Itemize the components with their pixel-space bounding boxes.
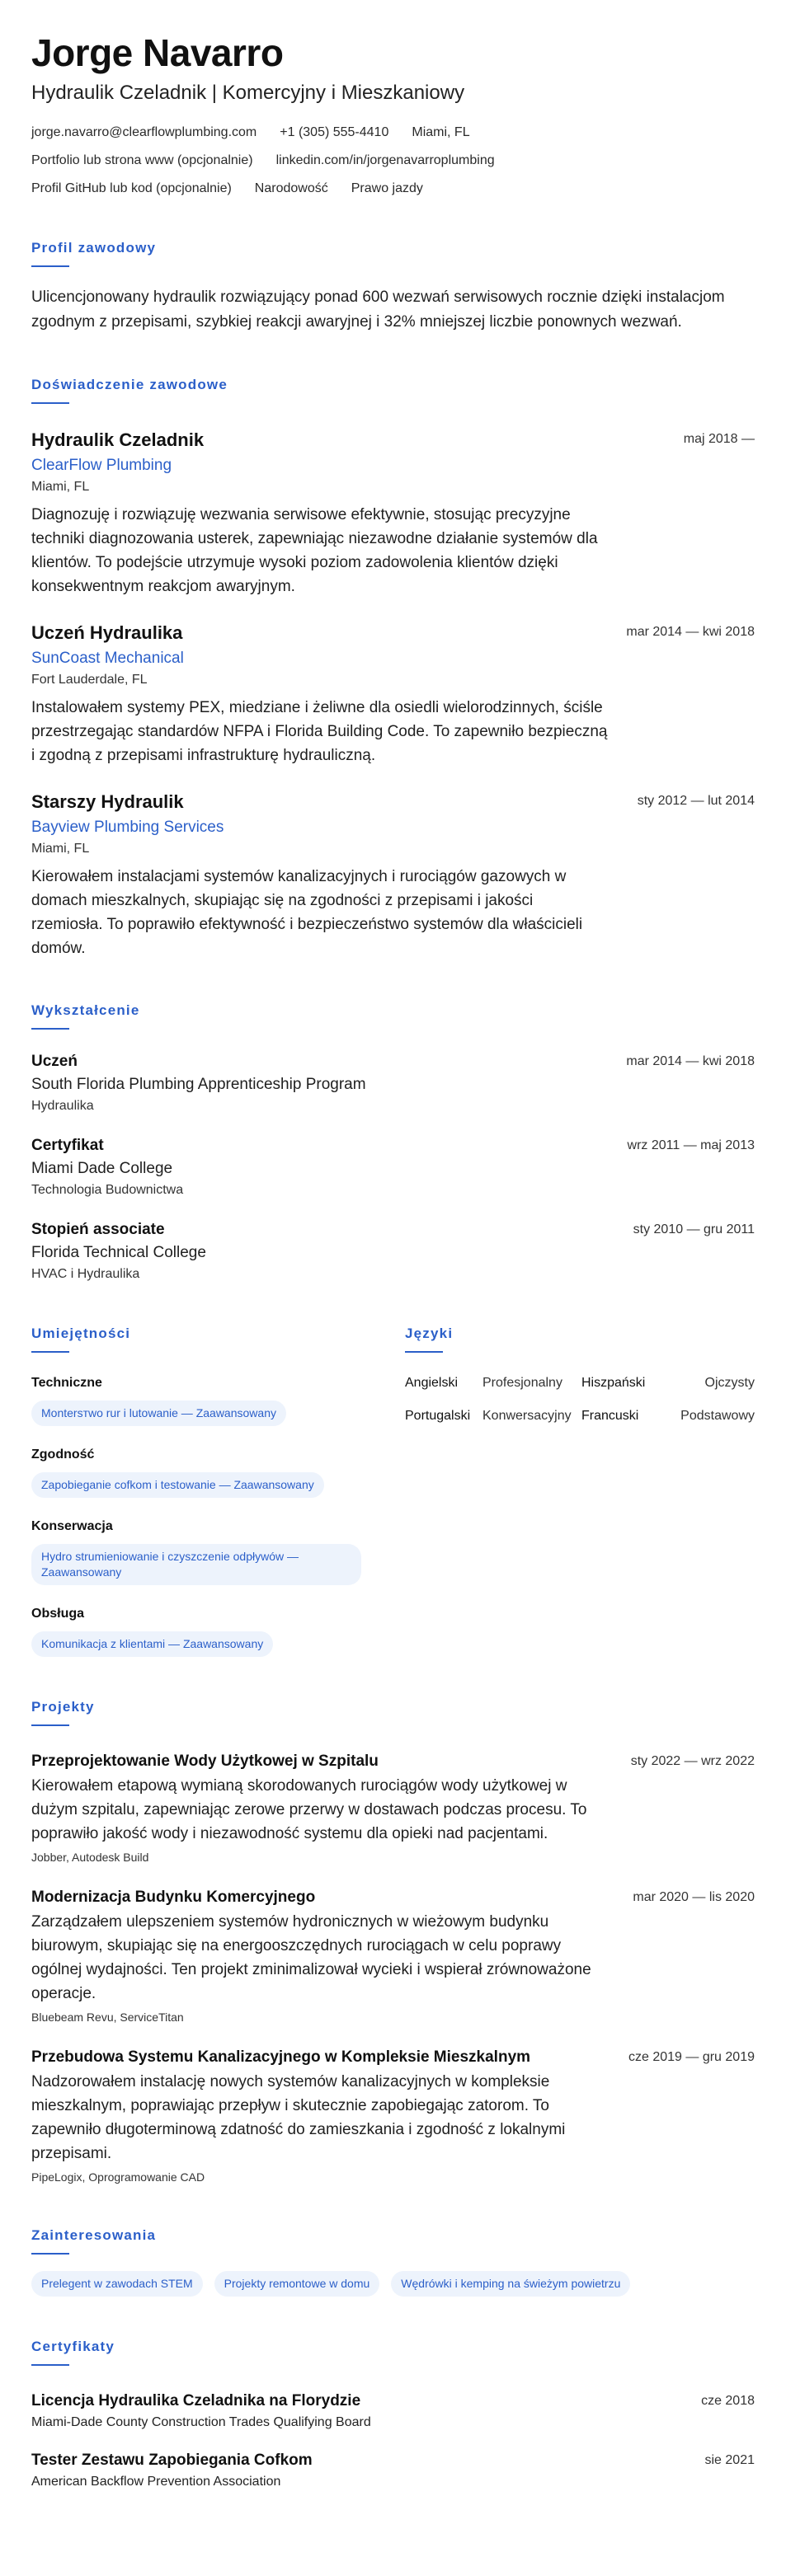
education-date: wrz 2011 — maj 2013	[627, 1138, 755, 1152]
contact-location: Miami, FL	[412, 125, 470, 139]
project-tech: Bluebeam Revu, ServiceTitan	[31, 2011, 184, 2024]
contact-row-extra	[31, 180, 755, 198]
languages-section	[405, 1325, 755, 1657]
job-date: mar 2014 — kwi 2018	[626, 625, 755, 639]
education-school: South Florida Plumbing Apprenticeship Program	[31, 1076, 366, 1093]
education-section	[31, 1002, 755, 1283]
project-date: cze 2019 — gru 2019	[628, 2050, 755, 2064]
project-item	[31, 1751, 755, 1865]
experience-item	[31, 622, 755, 767]
skill-category: Obsługa	[31, 1607, 85, 1621]
project-tech: PipeLogix, Oprogramowanie CAD	[31, 2170, 205, 2184]
project-item	[31, 1887, 755, 2025]
job-location: Miami, FL	[31, 480, 90, 494]
job-location: Miami, FL	[31, 842, 90, 856]
certificate-date: sie 2021	[704, 2453, 755, 2467]
skill-pill: Komunikacja z klientami — Zaawansowany	[31, 1631, 273, 1657]
interest-pill: Prelegent w zawodach STEM	[31, 2271, 203, 2297]
project-tech: Jobber, Autodesk Build	[31, 1851, 149, 1864]
project-date: sty 2022 — wrz 2022	[630, 1754, 755, 1768]
contact-linkedin[interactable]: linkedin.com/in/jorgenavarroplumbing	[275, 153, 495, 167]
experience-item	[31, 791, 755, 960]
projects-section	[31, 1698, 755, 2185]
language-level: Ojczysty	[704, 1376, 755, 1390]
skill-category: Techniczne	[31, 1376, 102, 1390]
education-degree: Stopień associate	[31, 1221, 165, 1238]
certificate-item	[31, 2391, 755, 2432]
education-field: Hydraulika	[31, 1099, 94, 1113]
candidate-headline: Hydraulik Czeladnik | Komercyjny i Mieszkaniowy	[31, 82, 465, 104]
skill-pill: Montersтwo rur i lutowanie — Zaawansowany	[31, 1401, 286, 1426]
education-item	[31, 1219, 755, 1283]
language-name: Hiszpański	[581, 1376, 646, 1390]
contact-row-primary	[31, 124, 755, 142]
contact-row-links	[31, 152, 755, 170]
education-item	[31, 1051, 755, 1115]
experience-section	[31, 376, 755, 960]
education-degree: Certyfikat	[31, 1137, 104, 1154]
skills-languages-row	[31, 1325, 755, 1657]
summary-section	[31, 239, 755, 335]
job-description: Diagnozuję i rozwiązuję wezwania serwisowe efektywnie, stosując precyzyjne techniki diagnozowania usterek, zapewniając niezawodne działanie systemów dla klientów. To podejście utrzymuje wysoki poziom zadowolenia klientów dzięki konsekwentnym reakcjom awaryjnym.	[31, 506, 598, 595]
project-title: Przebudowa Systemu Kanalizacyjnego w Kompleksie Mieszkalnym	[31, 2048, 531, 2066]
job-location: Fort Lauderdale, FL	[31, 673, 148, 687]
education-degree: Uczeń	[31, 1053, 78, 1070]
language-name: Portugalski	[405, 1409, 471, 1423]
summary-text: Ulicencjonowany hydraulik rozwiązujący ponad 600 wezwań serwisowych rocznie dzięki instalacjom zgodnym z przepisami, szybkiej reakcji awaryjnej i 32% mniejszej liczbie ponownych wezwań.	[31, 289, 725, 331]
languages-title: Języki	[405, 1326, 454, 1341]
certificate-date: cze 2018	[701, 2394, 755, 2408]
certificate-name: Tester Zestawu Zapobiegania Cofkom	[31, 2452, 313, 2469]
education-field: HVAC i Hydraulika	[31, 1267, 140, 1281]
interests-list	[31, 2271, 755, 2297]
contact-github[interactable]: Profil GitHub lub kod (opcjonalnie)	[31, 181, 232, 195]
contact-phone[interactable]: +1 (305) 555-4410	[280, 125, 389, 139]
certificate-item	[31, 2450, 755, 2491]
skill-pill: Hydro strumieniowanie i czyszczenie odpływów — Zaawansowany	[31, 1544, 361, 1585]
certificate-name: Licencja Hydraulika Czeladnika na Florydzie	[31, 2392, 361, 2409]
project-title: Modernizacja Budynku Komercyjnego	[31, 1889, 316, 1906]
skills-title: Umiejętności	[31, 1326, 131, 1341]
language-level: Podstawowy	[680, 1409, 755, 1423]
section-divider	[31, 1028, 69, 1030]
interest-pill: Wędrówki i kemping na świeżym powietrzu	[391, 2271, 630, 2297]
section-divider	[31, 2253, 69, 2255]
skills-section	[31, 1325, 378, 1657]
section-divider	[31, 265, 69, 267]
job-date: maj 2018 —	[683, 432, 755, 446]
project-title: Przeprojektowanie Wody Użytkowej w Szpitalu	[31, 1753, 379, 1770]
project-description: Nadzorowałem instalację nowych systemów kanalizacyjnych w kompleksie mieszkalnym, poprawiając przepływ i skutecznie zapobiegając zatorom. To zapewniło długoterminową zdatność do zamieszkania i zgodność z lokalnymi przepisami.	[31, 2073, 566, 2162]
contact-license: Prawo jazdy	[351, 181, 423, 195]
language-level: Profesjonalny	[482, 1376, 562, 1390]
job-title: Hydraulik Czeladnik	[31, 429, 205, 450]
education-date: mar 2014 — kwi 2018	[626, 1054, 755, 1068]
projects-title: Projekty	[31, 1699, 95, 1715]
section-divider	[31, 2364, 69, 2366]
education-school: Miami Dade College	[31, 1160, 173, 1177]
language-name: Angielski	[405, 1376, 459, 1390]
education-field: Technologia Budownictwa	[31, 1183, 184, 1197]
language-name: Francuski	[581, 1409, 639, 1423]
education-date: sty 2010 — gru 2011	[633, 1222, 755, 1236]
section-divider	[31, 402, 69, 404]
job-company: SunCoast Mechanical	[31, 650, 184, 667]
section-divider	[405, 1351, 443, 1353]
job-company: ClearFlow Plumbing	[31, 457, 172, 474]
project-date: mar 2020 — lis 2020	[633, 1890, 755, 1904]
job-description: Kierowałem instalacjami systemów kanalizacyjnych i rurociągów gazowych w domach mieszkalnych, skupiając się na zgodności z przepisami i jakości rzemiosła. To poprawiło efektywność i bezpieczeństwo systemów dla właścicieli domów.	[31, 868, 583, 957]
skill-pill: Zapobieganie cofkom i testowanie — Zaawansowany	[31, 1472, 324, 1498]
job-title: Uczeń Hydraulika	[31, 622, 183, 643]
language-level: Konwersacyjny	[482, 1409, 572, 1423]
summary-title: Profil zawodowy	[31, 240, 157, 256]
certificates-section	[31, 2338, 755, 2491]
project-description: Kierowałem etapową wymianą skorodowanych rurociągów wody użytkowej w dużym szpitalu, zapewniając zerowe przerwy w dostawach podczas procesu. To poprawiło jakość wody i niezawodność systemu dla opieki nad pacjentami.	[31, 1777, 587, 1842]
section-divider	[31, 1724, 69, 1726]
contact-nationality: Narodowość	[254, 181, 328, 195]
job-date: sty 2012 — lut 2014	[637, 794, 755, 808]
interests-title: Zainteresowania	[31, 2227, 157, 2243]
project-item	[31, 2047, 755, 2185]
experience-title: Doświadczenie zawodowe	[31, 377, 228, 392]
interests-section	[31, 2226, 755, 2297]
job-title: Starszy Hydraulik	[31, 791, 184, 812]
project-description: Zarządzałem ulepszeniem systemów hydronicznych w wieżowym budynku biurowym, skupiając się na energooszczędnych rurociągach w celu poprawy ogólnej wydajności. Ten projekt zminimalizował wycieki i wspierał zrównoważone operacje.	[31, 1913, 591, 2002]
candidate-name: Jorge Navarro	[31, 31, 284, 74]
education-title: Wykształcenie	[31, 1002, 140, 1018]
contact-email[interactable]: jorge.navarro@clearflowplumbing.com	[31, 125, 257, 139]
experience-item	[31, 429, 755, 598]
certificate-issuer: American Backflow Prevention Association	[31, 2475, 281, 2489]
certificates-title: Certyfikaty	[31, 2339, 115, 2354]
job-description: Instalowałem systemy PEX, miedziane i żeliwne dla osiedli wielorodzinnych, ściśle przestrzegając standardów NFPA i Florida Building Code. To zapewniło bezpieczną i zgodną z przepisami infrastrukturę hydrauliczną.	[31, 699, 608, 764]
skill-category: Zgodność	[31, 1448, 95, 1462]
skill-category: Konserwacja	[31, 1519, 113, 1533]
certificate-issuer: Miami-Dade County Construction Trades Qualifying Board	[31, 2415, 371, 2429]
education-school: Florida Technical College	[31, 1244, 206, 1261]
education-item	[31, 1135, 755, 1199]
section-divider	[31, 1351, 69, 1353]
languages-grid	[405, 1374, 755, 1425]
contact-website[interactable]: Portfolio lub strona www (opcjonalnie)	[31, 153, 253, 167]
job-company: Bayview Plumbing Services	[31, 819, 224, 836]
interest-pill: Projekty remontowe w domu	[214, 2271, 380, 2297]
